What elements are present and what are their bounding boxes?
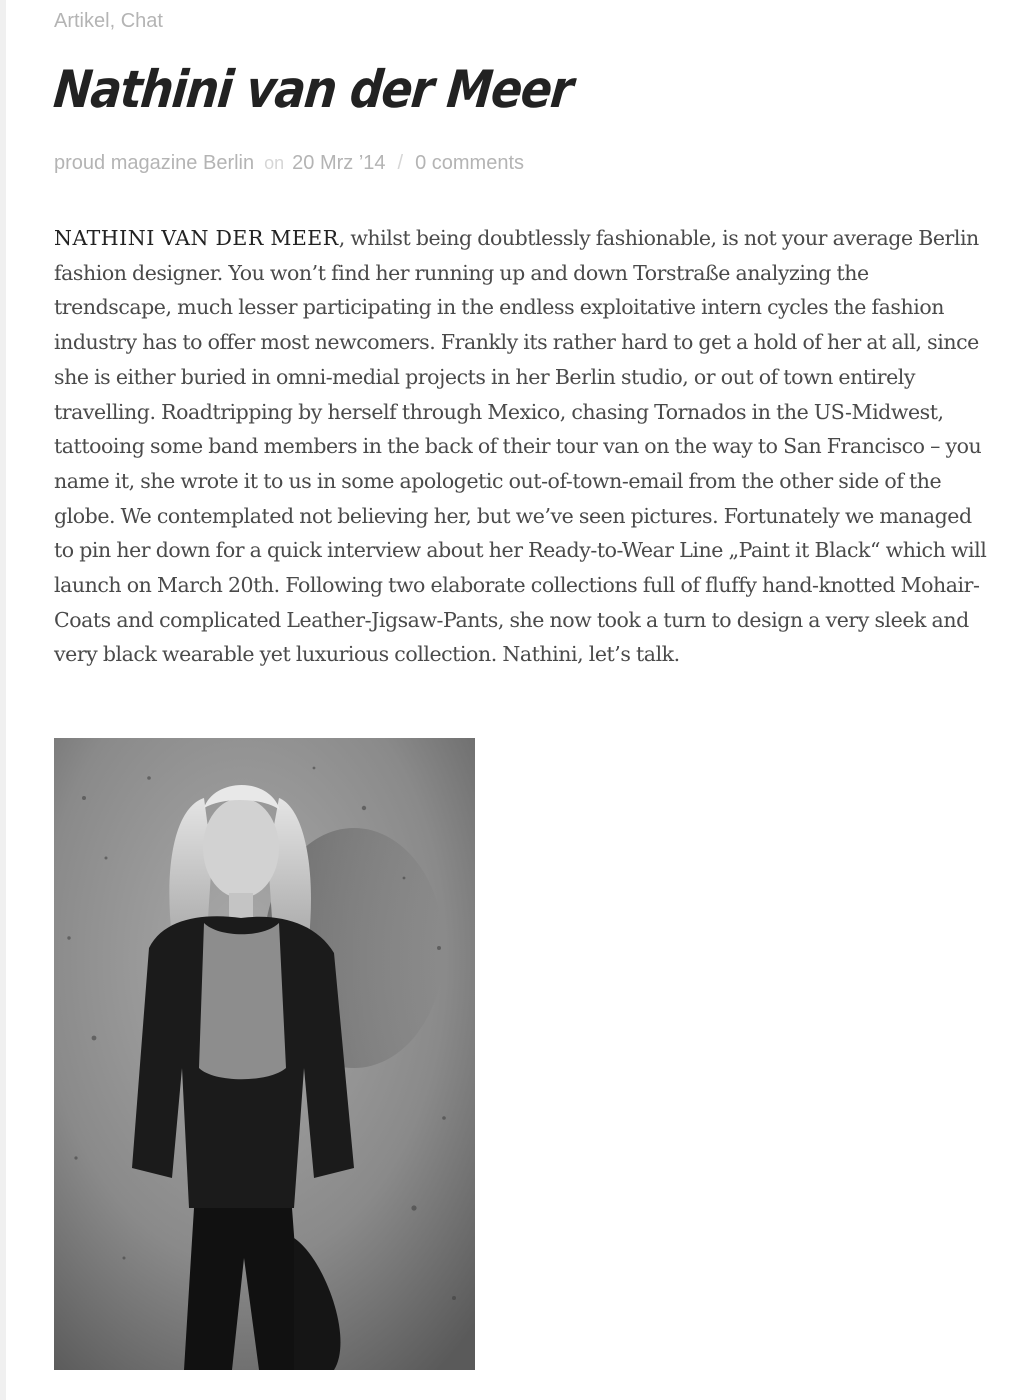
portrait-photo[interactable] bbox=[54, 738, 475, 1370]
page-left-edge bbox=[0, 0, 6, 1400]
meta-on-label: on bbox=[264, 153, 285, 173]
meta-separator: / bbox=[397, 152, 404, 174]
category-separator: , bbox=[109, 10, 121, 32]
post-title: Nathini van der Meer bbox=[51, 58, 575, 120]
post-categories bbox=[54, 10, 163, 33]
post-body bbox=[54, 221, 990, 672]
comments-link[interactable]: 0 comments bbox=[415, 152, 525, 174]
category-link[interactable]: Artikel bbox=[54, 10, 110, 32]
post-lead: NATHINI VAN DER MEER bbox=[54, 226, 339, 250]
category-link[interactable]: Chat bbox=[120, 10, 163, 32]
post-meta bbox=[54, 152, 524, 175]
post-body-text: , whilst being doubtlessly fashionable, is not your average Berlin fashion designer. You won’t find her running up and down Torstraße analyzing the trendscape, much lesser participating in the endless exploitative intern cycles the fashion industry has to offer most newcomers. Frankly its rather hard to get a hold of her at all, since she is either buried in omni-medial projects in her Berlin studio, or out of town entirely travelling. Roadtripping by herself through Mexico, chasing Tornados in the US-Midwest, tattooing some band members in the back of their tour van on the way to San Francisco – you name it, she wrote it to us in some apologetic out-of-town-email from the other side of the globe. We contemplated not believing her, but we’ve seen pictures. Fortunately we managed to pin her down for a quick interview about her Ready-to-Wear Line „Paint it Black“ which will launch on March 20th. Following two elaborate collections full of fluffy hand-knotted Mohair-Coats and complicated Leather-Jigsaw-Pants, she now took a turn to design a very sleek and very black wearable yet luxurious collection. Nathini, let’s talk. bbox=[54, 226, 987, 667]
post-date-link[interactable]: 20 Mrz ’14 bbox=[292, 152, 386, 174]
post-author-link[interactable]: proud magazine Berlin bbox=[54, 152, 255, 174]
